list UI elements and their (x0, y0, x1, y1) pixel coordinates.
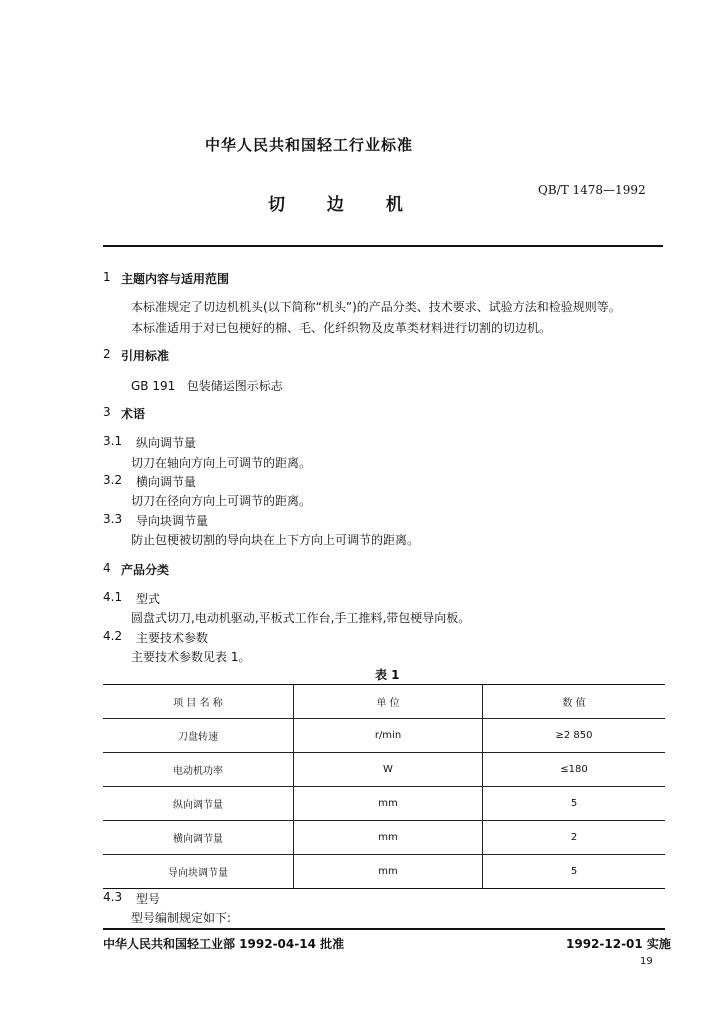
table-cell: 5 (483, 855, 666, 889)
section-3-number: 3 (103, 405, 111, 419)
table-header-cell: 项 目 名 称 (103, 685, 294, 719)
table-header-cell: 单 位 (294, 685, 483, 719)
term-number: 3.2 (103, 473, 123, 487)
table-cell: 刀盘转速 (103, 719, 294, 753)
subsection-4-1-heading: 型式 (136, 592, 161, 606)
term-name: 导向块调节量 (136, 514, 209, 528)
table-cell: 5 (483, 787, 666, 821)
page-number: 19 (640, 956, 653, 967)
subsection-4-1-number: 4.1 (103, 590, 123, 604)
table-cell: mm (294, 821, 483, 855)
section-4-number: 4 (103, 561, 111, 575)
term-name: 纵向调节量 (136, 436, 197, 450)
table-cell: 2 (483, 821, 666, 855)
subsection-4-3-text: 型号编制规定如下: (131, 911, 232, 925)
table-row (103, 855, 665, 889)
table-cell: mm (294, 787, 483, 821)
document-title: 切 边 机 (268, 195, 421, 215)
subsection-4-2-heading: 主要技术参数 (136, 631, 209, 645)
table-cell: 横向调节量 (103, 821, 294, 855)
table-row (103, 787, 665, 821)
table-row (103, 821, 665, 855)
parameters-table (103, 684, 665, 889)
reference-standard: GB 191 包装储运图示标志 (131, 379, 283, 393)
table-cell: r/min (294, 719, 483, 753)
section-2-number: 2 (103, 347, 111, 361)
section-4-heading: 产品分类 (121, 563, 170, 577)
term-name: 横向调节量 (136, 475, 197, 489)
section-3-heading: 术语 (121, 407, 146, 421)
subsection-4-2-text: 主要技术参数见表 1。 (131, 650, 251, 664)
section-1-paragraph-2: 本标准适用于对已包梗好的棉、毛、化纤织物及皮革类材料进行切割的切边机。 (131, 321, 552, 335)
section-1-paragraph-1: 本标准规定了切边机机头(以下简称“机头”)的产品分类、技术要求、试验方法和检验规则等。 (131, 300, 621, 314)
term-definition: 切刀在轴向方向上可调节的距离。 (131, 456, 312, 470)
table-cell: 纵向调节量 (103, 787, 294, 821)
table-cell: ≤180 (483, 753, 666, 787)
term-definition: 防止包梗被切割的导向块在上下方向上可调节的距离。 (131, 533, 420, 547)
table-cell: mm (294, 855, 483, 889)
table-cell: 电动机功率 (103, 753, 294, 787)
subsection-4-1-text: 圆盘式切刀,电动机驱动,平板式工作台,手工推料,带包梗导向板。 (131, 611, 471, 625)
term-number: 3.3 (103, 512, 123, 526)
approval-line: 中华人民共和国轻工业部 1992-04-14 批准 (103, 937, 345, 951)
term-number: 3.1 (103, 434, 123, 448)
subsection-4-3-heading: 型号 (136, 892, 161, 906)
table-cell: W (294, 753, 483, 787)
section-1-number: 1 (103, 270, 111, 284)
issuing-body: 中华人民共和国轻工行业标准 (205, 136, 414, 154)
section-1-heading: 主题内容与适用范围 (121, 272, 230, 286)
subsection-4-2-number: 4.2 (103, 629, 123, 643)
table-cell: 导向块调节量 (103, 855, 294, 889)
term-definition: 切刀在径向方向上可调节的距离。 (131, 494, 312, 508)
standard-number: QB/T 1478—1992 (538, 183, 646, 197)
section-2-heading: 引用标准 (121, 349, 170, 363)
table-caption: 表 1 (375, 668, 400, 682)
table-header-row (103, 685, 665, 719)
footer-rule (103, 928, 665, 930)
table-row (103, 719, 665, 753)
table-header-cell: 数 值 (483, 685, 666, 719)
table-cell: ≥2 850 (483, 719, 666, 753)
subsection-4-3-number: 4.3 (103, 890, 123, 904)
table-row (103, 753, 665, 787)
header-rule (103, 245, 663, 247)
implementation-date: 1992-12-01 实施 (566, 937, 671, 951)
